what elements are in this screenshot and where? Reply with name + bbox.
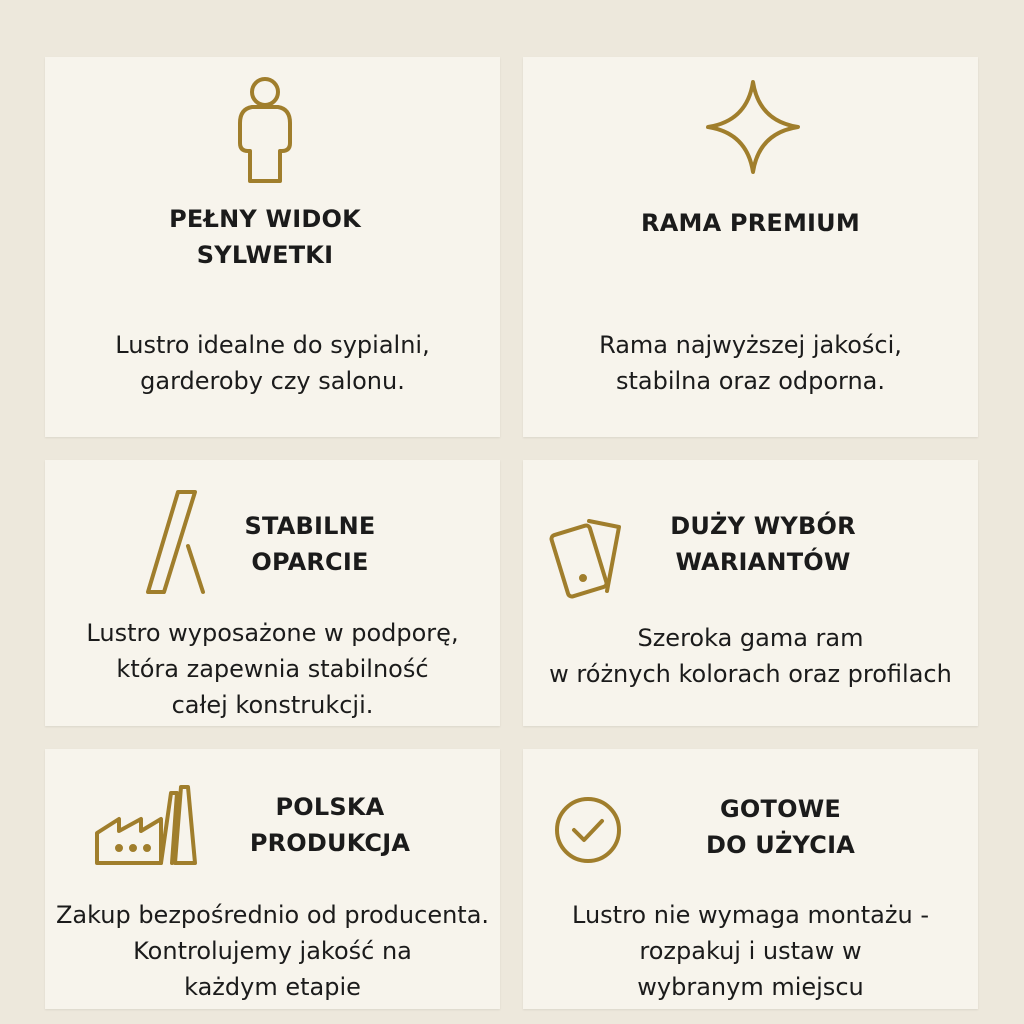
check-circle-icon — [553, 795, 623, 865]
feature-title: RAMA PREMIUM — [641, 209, 860, 237]
feature-description: Lustro idealne do sypialni, garderoby czy salonu. — [115, 331, 430, 395]
feature-card-polish-production — [45, 749, 500, 1009]
feature-card-variants — [523, 460, 978, 726]
feature-description: Rama najwyższej jakości, stabilna oraz odporna. — [599, 331, 902, 395]
feature-description: Zakup bezpośrednio od producenta. Kontrolujemy jakość na każdym etapie — [55, 901, 490, 1001]
feature-card-premium-frame — [523, 57, 978, 437]
feature-description: Szeroka gama ram w różnych kolorach oraz profilach — [549, 624, 952, 688]
feature-title: DUŻY WYBÓR WARIANTÓW — [670, 512, 856, 576]
feature-description: Lustro wyposażone w podporę, która zapewnia stabilność całej konstrukcji. — [86, 619, 459, 719]
feature-card-ready-to-use — [523, 749, 978, 1009]
feature-card-stable-support — [45, 460, 500, 726]
feature-description: Lustro nie wymaga montażu - rozpakuj i ustaw w wybranym miejscu — [572, 901, 929, 1001]
person-silhouette-icon — [235, 75, 295, 187]
feature-title: STABILNE OPARCIE — [244, 512, 376, 576]
feature-title: GOTOWE DO UŻYCIA — [705, 795, 855, 859]
feature-card-full-view — [45, 57, 500, 437]
feature-title: POLSKA PRODUKCJA — [249, 793, 411, 857]
factory-icon — [93, 781, 199, 865]
sparkle-star-icon — [705, 79, 801, 175]
feature-title: PEŁNY WIDOK SYLWETKI — [169, 205, 361, 269]
mirror-variants-icon — [545, 515, 625, 601]
standing-mirror-icon — [143, 488, 209, 598]
